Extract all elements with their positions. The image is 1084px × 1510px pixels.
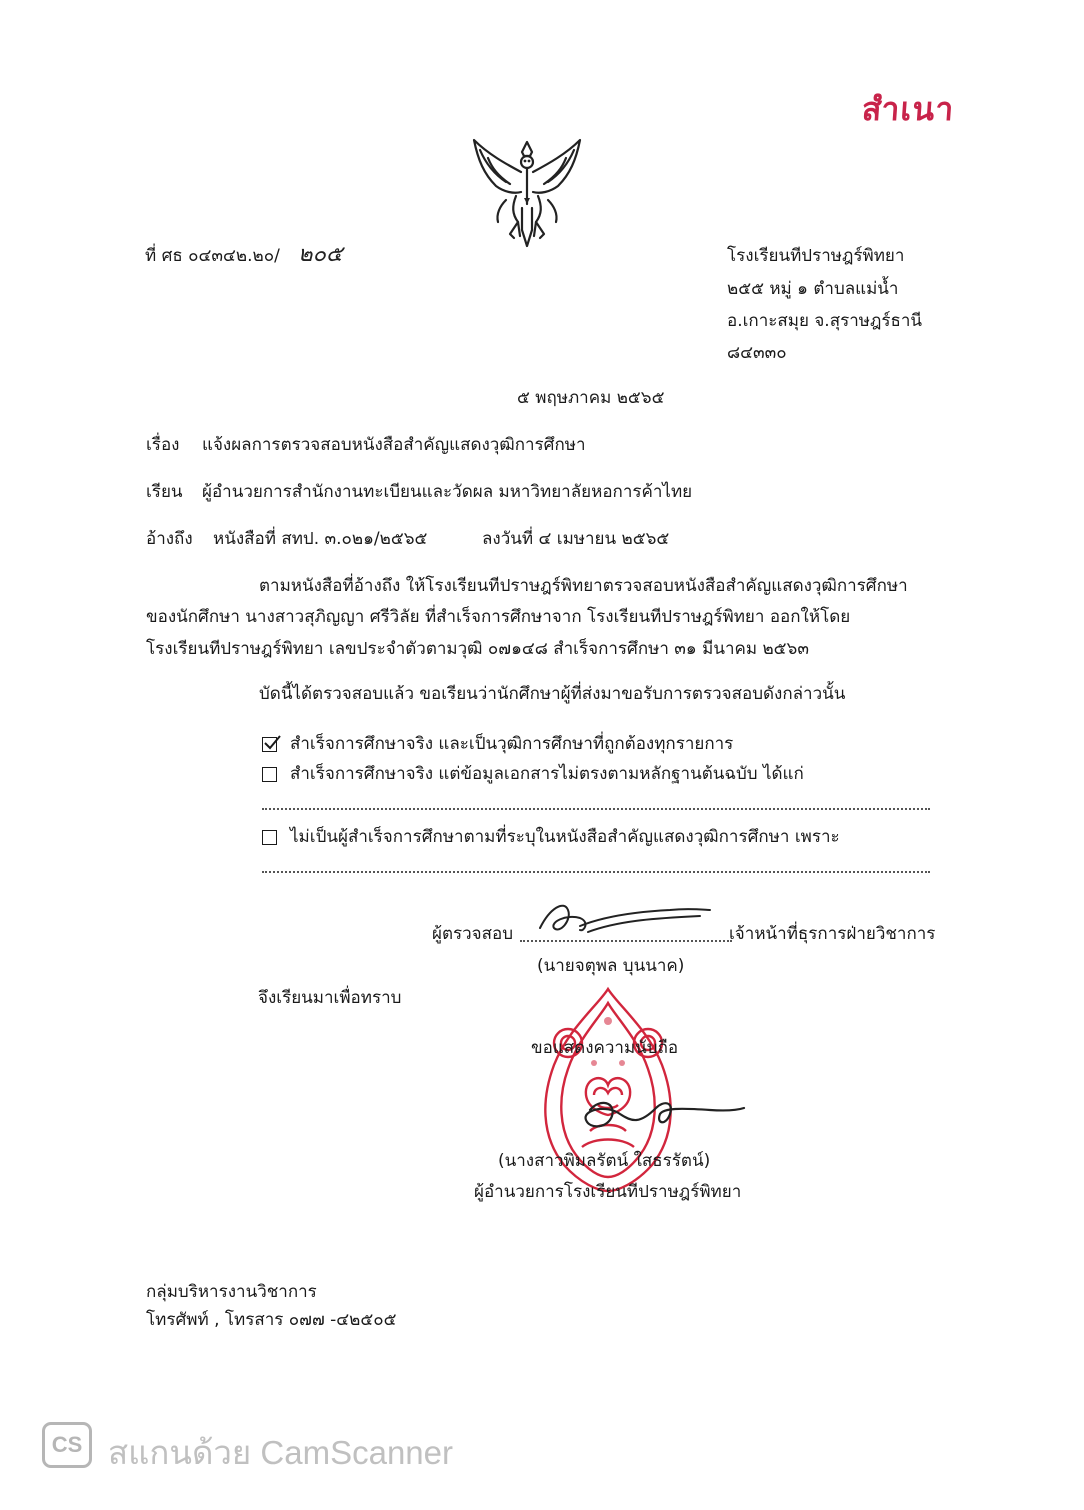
subject-text: แจ้งผลการตรวจสอบหนังสือสำคัญแสดงวุฒิการศึกษา	[202, 435, 586, 455]
inspector-position: เจ้าหน้าที่ธุรการฝ่ายวิชาการ	[729, 924, 936, 944]
reference-number: ที่ ศธ ๐๔๓๔๒.๒๐/	[145, 246, 280, 266]
sender-address-line: อ.เกาะสมุย จ.สุราษฎร์ธานี	[727, 311, 923, 331]
reference-date: ลงวันที่ ๔ เมษายน ๒๕๖๕	[482, 529, 670, 549]
letter-date: ๕ พฤษภาคม ๒๕๖๕	[517, 388, 665, 408]
director-position: ผู้อำนวยการโรงเรียนทีปราษฎร์พิทยา	[474, 1182, 742, 1202]
option-checkbox[interactable]	[262, 830, 277, 845]
fill-in-dotted-line	[262, 808, 930, 810]
garuda-emblem-icon	[466, 134, 588, 258]
sender-school-name: โรงเรียนทีปราษฎร์พิทยา	[727, 246, 905, 266]
contact-phone: โทรศัพท์ , โทรสาร ๐๗๗ -๔๒๕๐๕	[146, 1310, 397, 1330]
camscanner-logo-icon: CS	[42, 1422, 92, 1468]
option-label: สำเร็จการศึกษาจริง แต่ข้อมูลเอกสารไม่ตรงตามหลักฐานต้นฉบับ ได้แก่	[290, 764, 804, 784]
body-paragraph-line: โรงเรียนทีปราษฎร์พิทยา เลขประจำตัวตามวุฒิ ๐๗๑๔๘ สำเร็จการศึกษา ๓๑ มีนาคม ๒๕๖๓	[146, 639, 809, 659]
reference-text: หนังสือที่ สทป. ๓.๐๒๑/๒๕๖๕	[213, 529, 428, 549]
reference-number-handwritten: ๒๐๕	[298, 242, 343, 267]
regards-text: ขอแสดงความนับถือ	[531, 1038, 679, 1058]
body-paragraph-line: ของนักศึกษา นางสาวสุภิญญา ศรีวิลัย ที่สำเร็จการศึกษาจาก โรงเรียนทีปราษฎร์พิทยา ออกให้โดย	[146, 607, 851, 627]
body-paragraph-line: บัดนี้ได้ตรวจสอบแล้ว ขอเรียนว่านักศึกษาผู้ที่ส่งมาขอรับการตรวจสอบดังกล่าวนั้น	[259, 684, 846, 704]
inspector-prefix: ผู้ตรวจสอบ	[432, 924, 514, 944]
director-signature-icon	[560, 1084, 750, 1144]
option-checkbox-checked[interactable]	[262, 737, 277, 752]
inspector-name: (นายจตุพล บุนนาค)	[537, 956, 685, 976]
copy-stamp: สำเนา	[860, 90, 956, 128]
reference-label: อ้างถึง	[146, 529, 193, 549]
fill-in-dotted-line	[262, 871, 930, 873]
recipient-label: เรียน	[146, 482, 183, 502]
checkmark-icon	[262, 733, 282, 753]
body-paragraph-line: ตามหนังสือที่อ้างถึง ให้โรงเรียนทีปราษฎร์พิทยาตรวจสอบหนังสือสำคัญแสดงวุฒิการศึกษา	[259, 576, 908, 596]
director-name: (นางสาวพิมลรัตน์ ใสธรรัตน์)	[498, 1151, 711, 1171]
subject-label: เรื่อง	[146, 435, 180, 455]
sender-address-line: ๒๕๕ หมู่ ๑ ตำบลแม่น้ำ	[727, 279, 899, 299]
option-checkbox[interactable]	[262, 767, 277, 782]
inspector-signature-icon	[520, 898, 720, 942]
closing-text: จึงเรียนมาเพื่อทราบ	[258, 988, 402, 1008]
scanner-watermark: สแกนด้วย CamScanner	[108, 1434, 454, 1471]
recipient-text: ผู้อำนวยการสำนักงานทะเบียนและวัดผล มหาวิทยาลัยหอการค้าไทย	[202, 482, 693, 502]
option-label: ไม่เป็นผู้สำเร็จการศึกษาตามที่ระบุในหนังสือสำคัญแสดงวุฒิการศึกษา เพราะ	[290, 827, 840, 847]
department-name: กลุ่มบริหารงานวิชาการ	[146, 1282, 317, 1302]
sender-postal-code: ๘๔๓๓๐	[727, 343, 787, 363]
option-label: สำเร็จการศึกษาจริง และเป็นวุฒิการศึกษาที่ถูกต้องทุกรายการ	[290, 734, 734, 754]
